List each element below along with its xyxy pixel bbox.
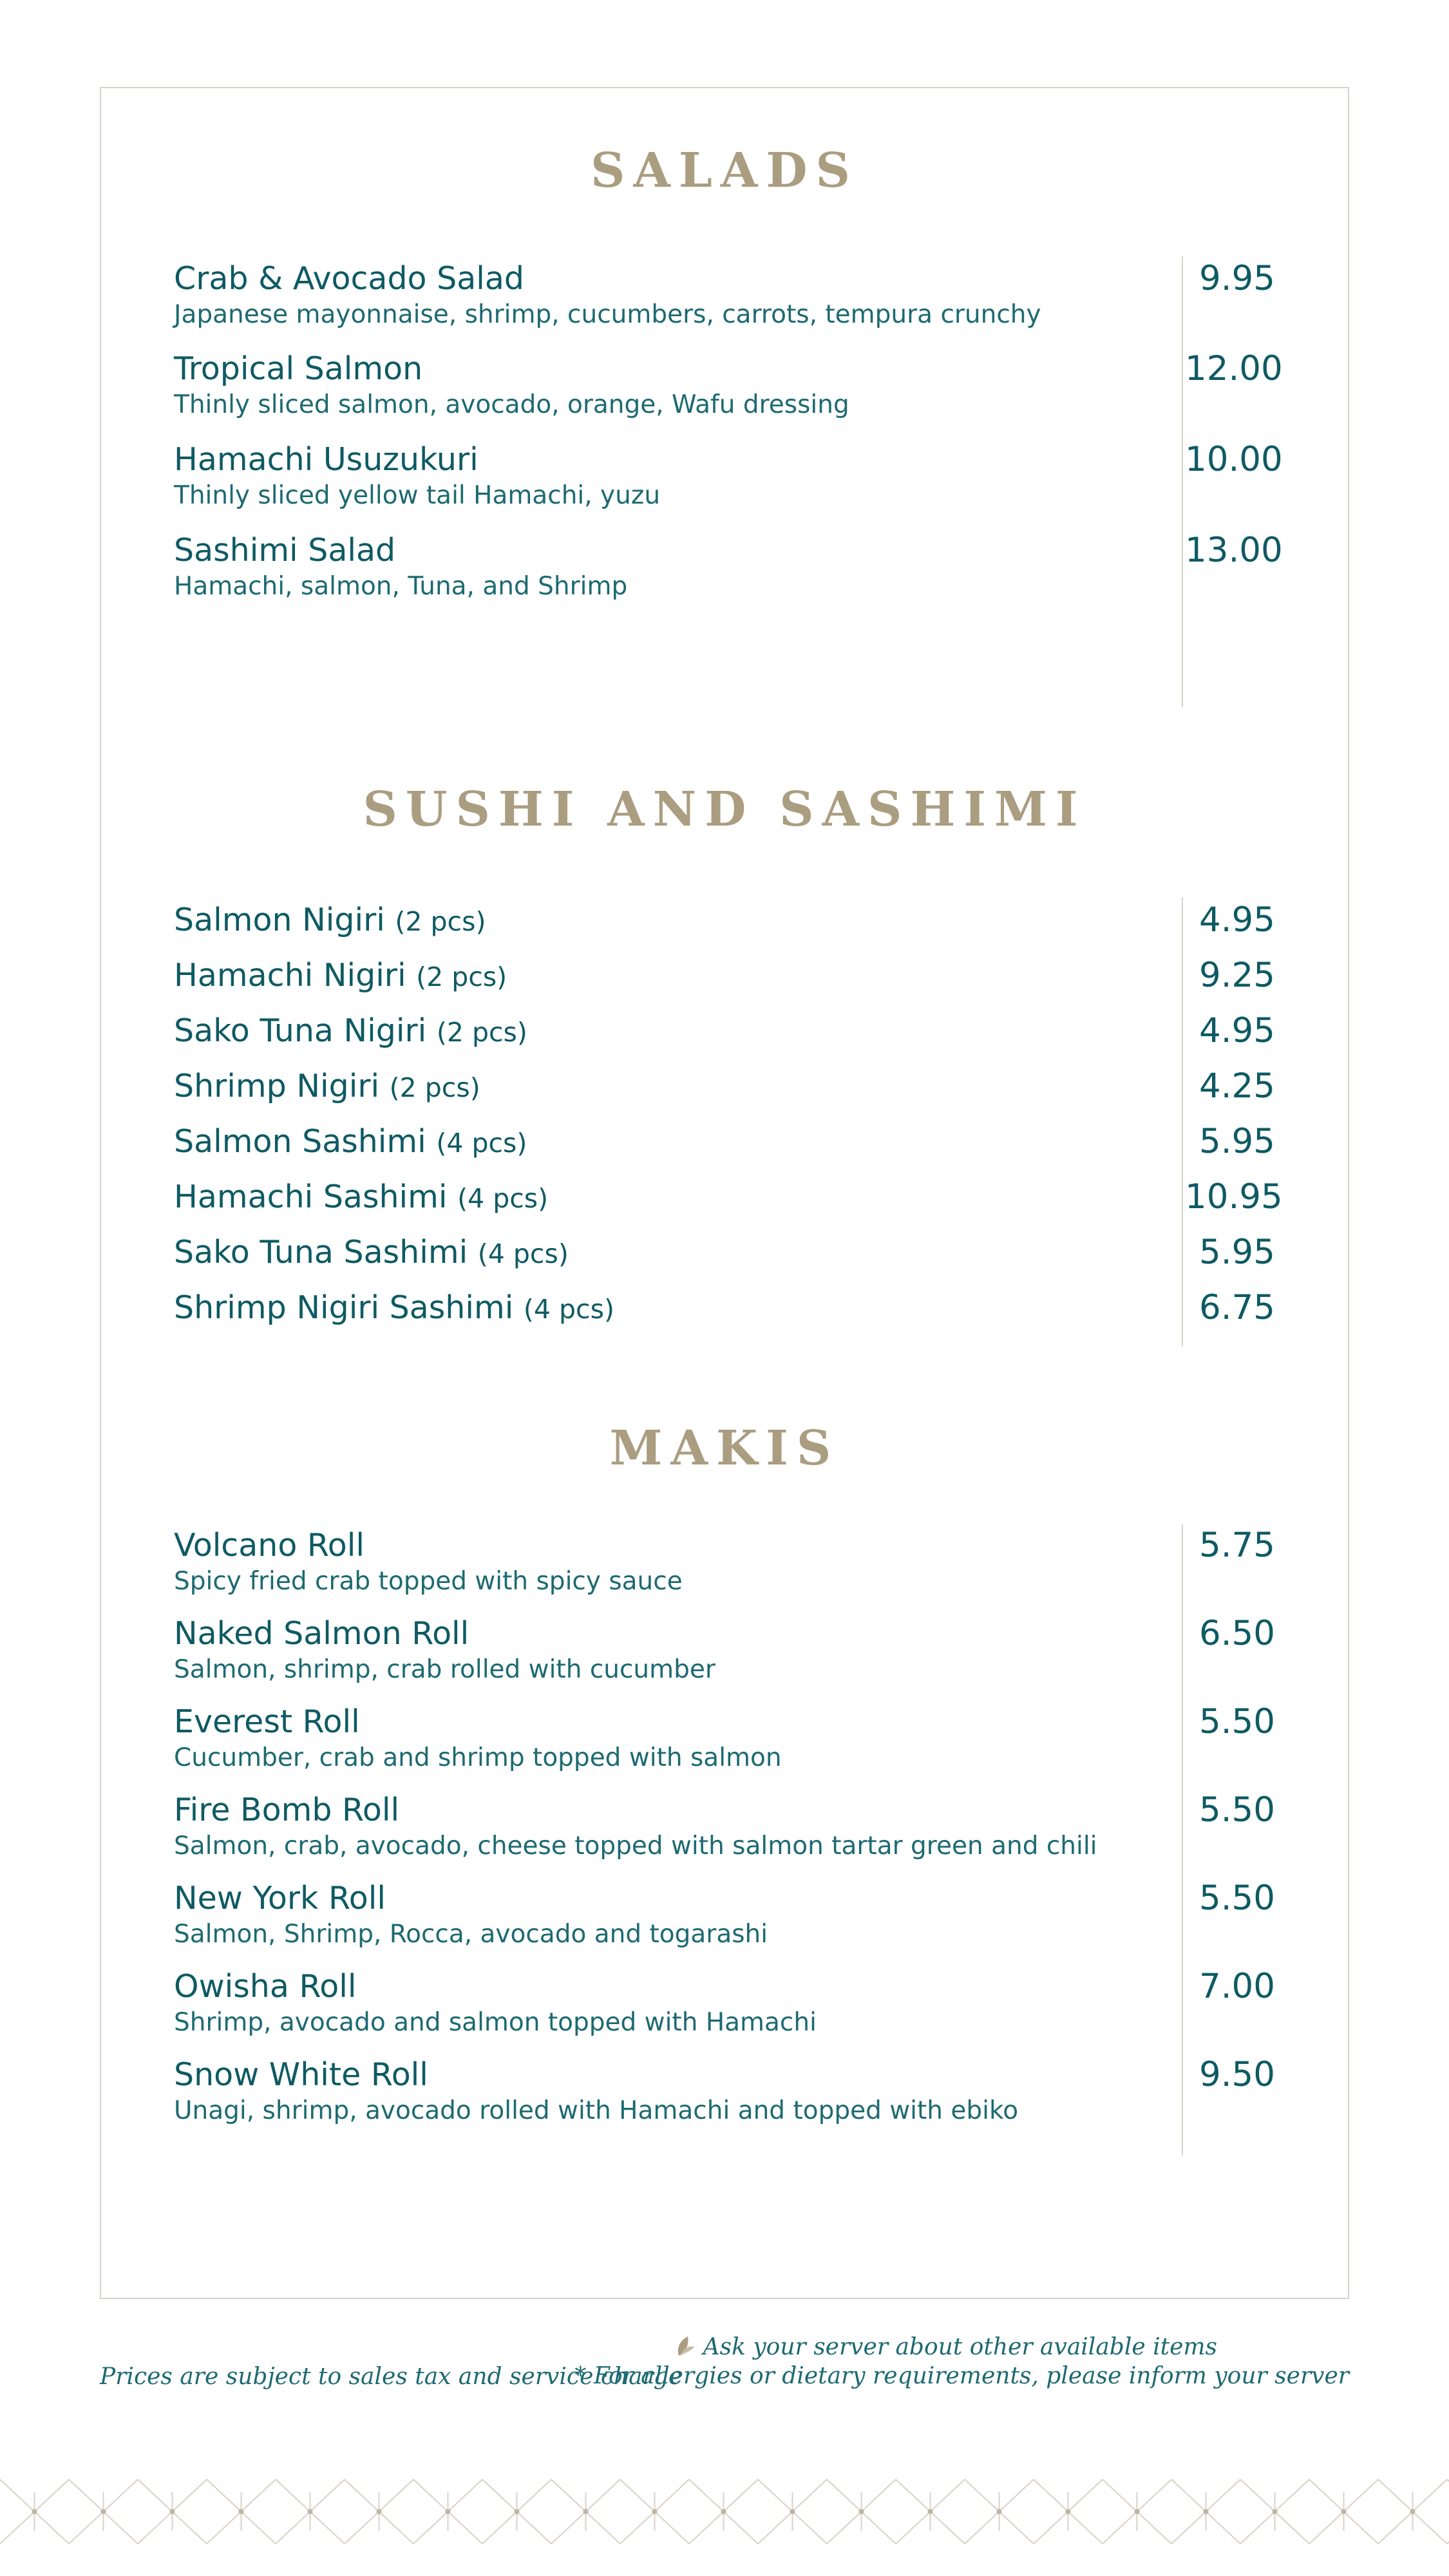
- menu-item: [174, 1012, 1179, 1052]
- item-name: Crab & Avocado Salad: [174, 260, 524, 297]
- item-quantity: (2 pcs): [389, 1072, 480, 1103]
- item-name: Owisha Roll: [174, 1968, 357, 2005]
- price-divider: [1182, 897, 1183, 1346]
- menu-item: [174, 956, 1179, 996]
- item-quantity: (4 pcs): [457, 1183, 549, 1214]
- item-price: 7.00: [1198, 1967, 1275, 2006]
- item-description: Salmon, Shrimp, Rocca, avocado and togarashi: [174, 1920, 768, 1949]
- item-name: Shrimp Nigiri: [174, 1068, 380, 1104]
- allergy-note: * For allergies or dietary requirements, please inform your server: [574, 2363, 1349, 2389]
- item-price: 4.25: [1198, 1066, 1275, 1106]
- price-divider: [1182, 256, 1183, 707]
- menu-item: [174, 1967, 1179, 2040]
- item-price: 5.75: [1198, 1526, 1275, 1565]
- item-name: Sako Tuna Nigiri: [174, 1012, 427, 1049]
- lattice-dot: [583, 2509, 589, 2514]
- lattice-dot: [170, 2509, 175, 2514]
- item-description: Thinly sliced salmon, avocado, orange, Wafu dressing: [174, 390, 849, 419]
- menu-item: [174, 901, 1179, 941]
- server-note: Ask your server about other available items: [703, 2334, 1217, 2360]
- menu-item: [174, 1703, 1179, 1775]
- item-description: Unagi, shrimp, avocado rolled with Hamachi and topped with ebiko: [174, 2096, 1019, 2125]
- item-name: Everest Roll: [174, 1703, 360, 1740]
- price-divider: [1182, 1524, 1183, 2155]
- item-price: 9.95: [1198, 259, 1275, 298]
- lattice-dot: [239, 2509, 244, 2514]
- lattice-dot: [721, 2509, 726, 2514]
- footer-notes: [574, 2333, 1349, 2389]
- menu-item: [174, 440, 1179, 513]
- item-description: Spicy fried crab topped with spicy sauce: [174, 1567, 683, 1596]
- item-price: 4.95: [1198, 900, 1275, 940]
- item-description: Salmon, crab, avocado, cheese topped with salmon tartar green and chili: [174, 1832, 1097, 1861]
- item-price: 10.95: [1185, 1177, 1283, 1217]
- section-title-salads: SALADS: [591, 143, 858, 198]
- item-quantity: (4 pcs): [436, 1128, 527, 1159]
- item-name: Fire Bomb Roll: [174, 1792, 400, 1828]
- item-name: Snow White Roll: [174, 2056, 428, 2093]
- section-title-makis: MAKIS: [609, 1421, 840, 1476]
- item-quantity: (4 pcs): [477, 1238, 569, 1269]
- menu-item: [174, 1233, 1179, 1273]
- item-description: Japanese mayonnaise, shrimp, cucumbers, carrots, tempura crunchy: [174, 300, 1041, 329]
- menu-item: [174, 260, 1179, 332]
- item-price: 5.50: [1198, 1879, 1275, 1918]
- item-name: Hamachi Usuzukuri: [174, 441, 478, 478]
- item-price: 9.50: [1198, 2055, 1275, 2094]
- item-name: Shrimp Nigiri Sashimi: [174, 1289, 514, 1326]
- item-description: Salmon, shrimp, crab rolled with cucumber: [174, 1655, 715, 1684]
- menu-item: [174, 531, 1179, 603]
- lattice-dot: [1066, 2509, 1071, 2514]
- item-price: 6.50: [1198, 1614, 1275, 1653]
- lattice-dot: [32, 2509, 37, 2514]
- item-price: 9.25: [1198, 956, 1275, 995]
- lattice-dot: [928, 2509, 933, 2514]
- lattice-dot: [1204, 2509, 1209, 2514]
- item-quantity: (2 pcs): [395, 906, 486, 937]
- item-price: 10.00: [1185, 440, 1283, 479]
- item-quantity: (2 pcs): [416, 961, 507, 992]
- item-description: Cucumber, crab and shrimp topped with salmon: [174, 1743, 782, 1772]
- item-name: Sako Tuna Sashimi: [174, 1234, 468, 1271]
- item-name: Volcano Roll: [174, 1527, 365, 1564]
- lattice-dot: [377, 2509, 382, 2514]
- item-name: Salmon Sashimi: [174, 1123, 426, 1160]
- lattice-dot: [997, 2509, 1002, 2514]
- item-name: Tropical Salmon: [174, 350, 423, 387]
- lattice-dot: [101, 2509, 106, 2514]
- menu-item: [174, 1289, 1179, 1329]
- item-price: 5.50: [1198, 1702, 1275, 1741]
- decorative-lattice-border: [0, 2470, 1449, 2553]
- item-name: Hamachi Sashimi: [174, 1179, 448, 1215]
- lattice-dot: [1273, 2509, 1278, 2514]
- leaf-icon: [674, 2333, 697, 2358]
- lattice-dot: [1135, 2509, 1140, 2514]
- menu-item: [174, 1615, 1179, 1687]
- item-description: Hamachi, salmon, Tuna, and Shrimp: [174, 572, 628, 601]
- item-price: 12.00: [1185, 349, 1283, 388]
- lattice-dot: [1341, 2509, 1347, 2514]
- lattice-dot: [1410, 2509, 1416, 2514]
- lattice-dot: [515, 2509, 520, 2514]
- item-price: 6.75: [1198, 1288, 1275, 1327]
- item-name: Naked Salmon Roll: [174, 1615, 469, 1652]
- item-price: 5.95: [1198, 1233, 1275, 1272]
- menu-item: [174, 1122, 1179, 1162]
- item-price: 13.00: [1185, 531, 1283, 570]
- lattice-dot: [652, 2509, 658, 2514]
- menu-item: [174, 1879, 1179, 1951]
- item-description: Shrimp, avocado and salmon topped with Hamachi: [174, 2008, 817, 2037]
- menu-item: [174, 2056, 1179, 2128]
- item-name: Sashimi Salad: [174, 532, 396, 569]
- lattice-dot: [859, 2509, 864, 2514]
- item-price: 5.50: [1198, 1790, 1275, 1830]
- menu-item: [174, 1067, 1179, 1107]
- item-description: Thinly sliced yellow tail Hamachi, yuzu: [174, 481, 661, 510]
- menu-item: [174, 1791, 1179, 1863]
- tax-note: Prices are subject to sales tax and service charge: [100, 2363, 683, 2390]
- item-quantity: (2 pcs): [436, 1017, 527, 1048]
- section-title-sushi-and-sashimi: SUSHI AND SASHIMI: [363, 782, 1086, 837]
- item-name: New York Roll: [174, 1880, 386, 1917]
- item-quantity: (4 pcs): [523, 1294, 614, 1325]
- lattice-dot: [308, 2509, 313, 2514]
- menu-item: [174, 350, 1179, 422]
- item-name: Hamachi Nigiri: [174, 957, 406, 994]
- lattice-dot: [790, 2509, 795, 2514]
- server-note-line: [574, 2333, 1217, 2360]
- menu-item: [174, 1526, 1179, 1598]
- item-name: Salmon Nigiri: [174, 902, 385, 938]
- item-price: 4.95: [1198, 1011, 1275, 1050]
- lattice-dot: [446, 2509, 451, 2514]
- item-price: 5.95: [1198, 1122, 1275, 1161]
- menu-item: [174, 1178, 1179, 1218]
